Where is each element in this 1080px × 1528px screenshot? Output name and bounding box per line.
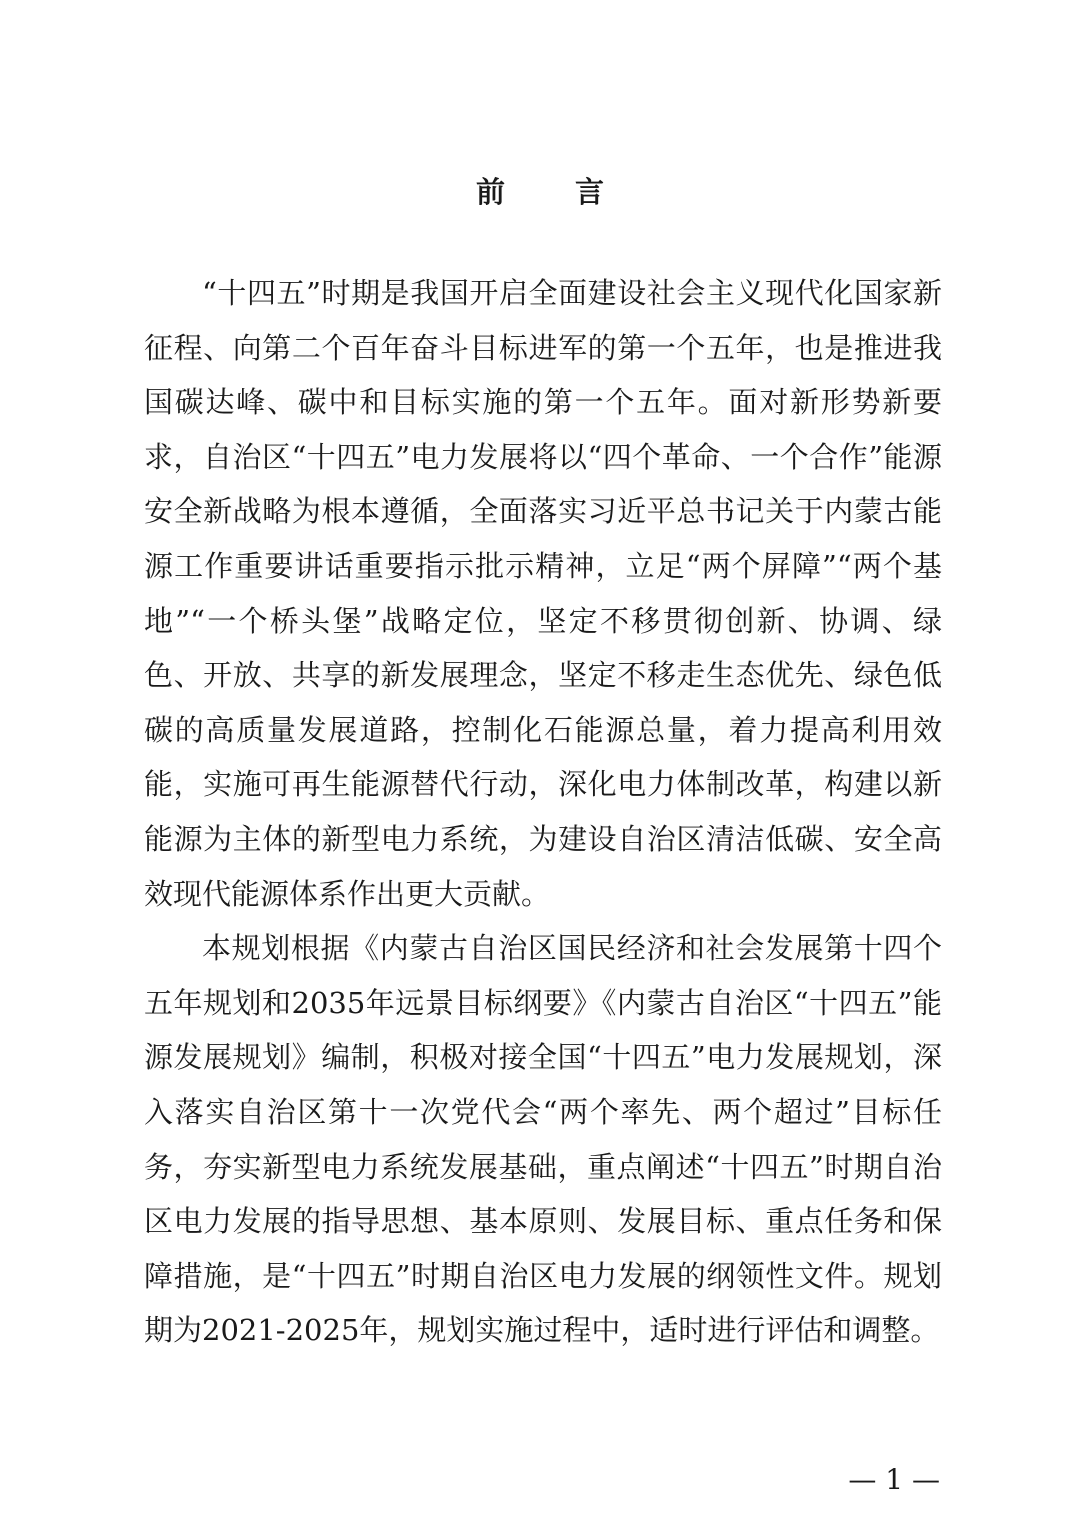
page-number: — 1 — [848,1463,940,1496]
page-title: 前 言 [475,175,635,209]
paragraph-2: 本规划根据《内蒙古自治区国民经济和社会发展第十四个五年规划和2035年远景目标纲要》《内蒙古自治区“十四五”能源发展规划》编制，积极对接全国“十四五”电力发展规划，深入落实自治区第十一次党代会“两个率先、两个超过”目标任务，夯实新型电力系统发展基础，重点阐述“十四五”时期自治区电力发展的指导思想、基本原则、发展目标、重点任务和保障措施，是“十四五”时期自治区电力发展的纲领性文件。规划期为2021-2025年，规划实施过程中，适时进行评估和调整。 [144,931,942,1348]
document-body [144,266,942,1358]
paragraph-1: “十四五”时期是我国开启全面建设社会主义现代化国家新征程、向第二个百年奋斗目标进军的第一个五年，也是推进我国碳达峰、碳中和目标实施的第一个五年。面对新形势新要求，自治区“十四五”电力发展将以“四个革命、一个合作”能源安全新战略为根本遵循，全面落实习近平总书记关于内蒙古能源工作重要讲话重要指示批示精神，立足“两个屏障”“两个基地”“一个桥头堡”战略定位，坚定不移贯彻创新、协调、绿色、开放、共享的新发展理念，坚定不移走生态优先、绿色低碳的高质量发展道路，控制化石能源总量，着力提高利用效能，实施可再生能源替代行动，深化电力体制改革，构建以新能源为主体的新型电力系统，为建设自治区清洁低碳、安全高效现代能源体系作出更大贡献。 [144,276,942,911]
